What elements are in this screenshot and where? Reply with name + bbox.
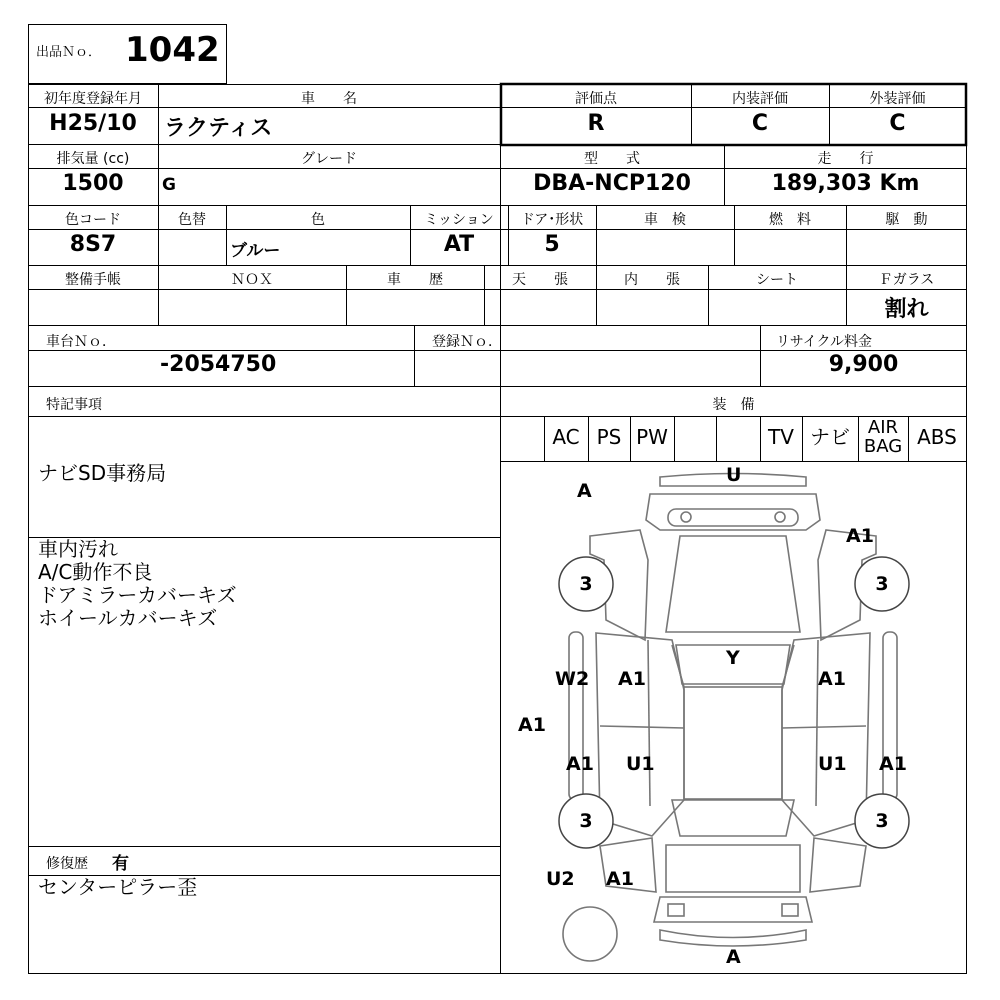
mission-label: ミッション <box>424 212 494 228</box>
displacement-label: 排気量 (cc) <box>56 151 130 167</box>
equip-item-navi: ナビ <box>810 425 850 449</box>
mark-rear-bumper: A <box>726 946 741 968</box>
color-change-label: 色替 <box>178 212 206 228</box>
equip-item-airbag: AIR BAG <box>863 417 903 457</box>
color-code-label: 色コード <box>65 212 121 228</box>
tire-rear-right: 3 <box>875 810 889 832</box>
mark-left-rocker: A1 <box>518 714 546 736</box>
mark-front-right-fender: A1 <box>846 525 874 547</box>
equip-item-tv: TV <box>768 425 794 449</box>
history-label: 車 歴 <box>387 272 443 288</box>
mark-left-rear-door-u: U1 <box>626 753 655 775</box>
repair-note: センターピラー歪 <box>38 875 198 899</box>
note-line-1: ナビSD事務局 <box>38 461 167 485</box>
equip-item-pw: PW <box>636 425 668 449</box>
fglass-value: 割れ <box>884 297 929 322</box>
color-label: 色 <box>311 212 325 228</box>
inspection-label: 車 検 <box>644 212 686 228</box>
note-line-5: ホイールカバーキズ <box>38 606 218 630</box>
score-label: 評価点 <box>575 91 617 107</box>
door-shape-value: 5 <box>544 232 560 257</box>
mark-right-rear: A1 <box>879 753 907 775</box>
lot-label: 出品Ｎｏ． <box>36 45 102 60</box>
seat-label: シート <box>756 272 798 288</box>
note-line-2: 車内汚れ <box>38 537 118 561</box>
tire-front-left: 3 <box>579 573 593 595</box>
exterior-value: C <box>889 111 906 136</box>
note-line-4: ドアミラーカバーキズ <box>38 583 237 607</box>
mark-rear-left-u2: U2 <box>546 868 575 890</box>
car-name-label: 車 名 <box>301 91 357 107</box>
mark-right-front-door: A1 <box>818 668 846 690</box>
mission-value: AT <box>443 232 475 257</box>
drive-label: 駆 動 <box>885 212 928 228</box>
lot-number: 1042 <box>125 30 220 70</box>
door-shape-label: ドア･形状 <box>520 212 584 228</box>
grade-value: G <box>162 175 176 195</box>
color-code-value: 8S7 <box>69 232 117 257</box>
equip-item-ac: AC <box>552 425 580 449</box>
mark-right-rear-door-u: U1 <box>818 753 847 775</box>
equip-item-abs: ABS <box>917 425 957 449</box>
mark-left-front-door: A1 <box>618 668 646 690</box>
exterior-label: 外装評価 <box>869 91 926 107</box>
sunroof-label: 天 張 <box>512 272 568 288</box>
interior-label: 内装評価 <box>732 91 788 107</box>
equipment-label: 装 備 <box>712 397 755 413</box>
special-label: 特記事項 <box>46 397 102 413</box>
mark-left-w2: W2 <box>555 668 590 690</box>
reg-no-label: 登録Ｎｏ． <box>432 334 502 350</box>
mark-roof-top: U <box>726 464 742 486</box>
mark-windshield: Y <box>726 647 740 669</box>
maintenance-label: 整備手帳 <box>65 272 121 288</box>
first-reg-label: 初年度登録年月 <box>44 91 142 107</box>
repair-value: 有 <box>112 854 129 874</box>
fuel-label: 燃 料 <box>769 212 811 228</box>
inner-roof-label: 内 張 <box>624 272 680 288</box>
model-value: DBA-NCP120 <box>533 171 691 196</box>
first-reg-value: H25/10 <box>49 111 137 136</box>
chassis-no-label: 車台Ｎｏ． <box>46 334 116 350</box>
tire-rear-left: 3 <box>579 810 593 832</box>
mark-rear-left-a1: A1 <box>606 868 634 890</box>
displacement-value: 1500 <box>62 171 124 196</box>
car-name-value: ラクティス <box>164 116 273 141</box>
fglass-label: Ｆガラス <box>878 272 935 288</box>
grade-label: グレード <box>301 151 357 167</box>
recycle-value: 9,900 <box>828 352 899 377</box>
note-line-3: A/C動作不良 <box>38 560 153 584</box>
repair-label: 修復歴 <box>46 856 88 872</box>
score-value: R <box>587 111 605 136</box>
model-label: 型 式 <box>584 151 640 167</box>
nox-label: ＮＯＸ <box>231 272 273 288</box>
chassis-no-value: -2054750 <box>160 352 277 377</box>
mileage-value: 189,303 Km <box>771 171 920 196</box>
mark-left-rear-door: A1 <box>566 753 594 775</box>
mileage-label: 走 行 <box>817 151 874 167</box>
interior-value: C <box>751 111 769 136</box>
color-value: ブルー <box>230 241 281 261</box>
recycle-label: リサイクル料金 <box>776 334 873 350</box>
mark-front-bumper: A <box>577 480 592 502</box>
equip-item-ps: PS <box>596 425 622 449</box>
tire-front-right: 3 <box>875 573 889 595</box>
